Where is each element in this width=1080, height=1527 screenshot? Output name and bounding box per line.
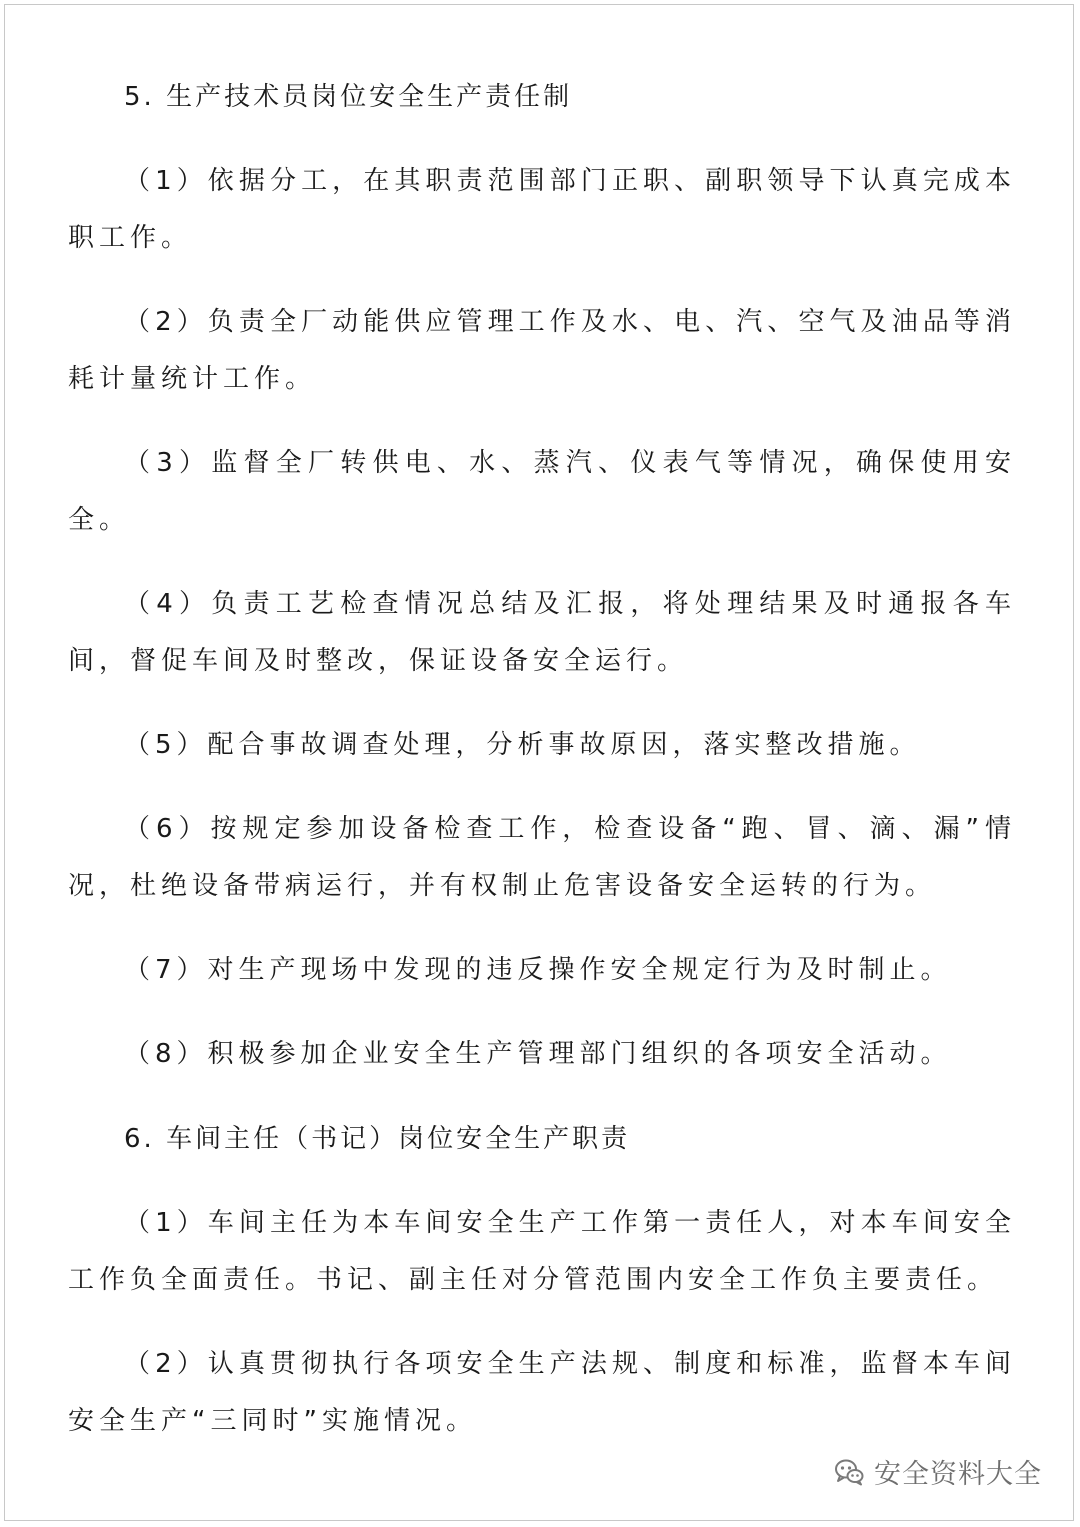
section-6 [68, 1110, 1016, 1450]
clause-item: （8）积极参加企业安全生产管理部门组织的各项安全活动。 [124, 1039, 952, 1069]
section-heading: 5. 生产技术员岗位安全生产责任制 [124, 82, 573, 112]
section-heading: 6. 车间主任（书记）岗位安全生产职责 [124, 1124, 631, 1154]
clause-item: （5）配合事故调查处理，分析事故原因，落实整改措施。 [124, 730, 921, 760]
wechat-icon [834, 1458, 864, 1486]
clause-item: （1）车间主任为本车间安全生产工作第一责任人，对本车间安全工作负全面责任。书记、副主任对分管范围内安全工作负主要责任。 [68, 1208, 1016, 1295]
clause-item: （3）监督全厂转供电、水、蒸汽、仪表气等情况，确保使用安全。 [68, 448, 1016, 535]
clause-item: （7）对生产现场中发现的违反操作安全规定行为及时制止。 [124, 955, 952, 985]
clause-item: （6）按规定参加设备检查工作，检查设备“跑、冒、滴、漏”情况，杜绝设备带病运行，并有权制止危害设备安全运转的行为。 [68, 814, 1016, 901]
watermark-text: 安全资料大全 [874, 1459, 1042, 1490]
section-5 [68, 68, 1016, 1083]
watermark [834, 1452, 1042, 1491]
clause-item: （2）负责全厂动能供应管理工作及水、电、汽、空气及油品等消耗计量统计工作。 [68, 307, 1016, 394]
clause-item: （2）认真贯彻执行各项安全生产法规、制度和标准，监督本车间安全生产“三同时”实施情况。 [68, 1349, 1016, 1436]
document-body [68, 68, 1016, 1477]
clause-item: （4）负责工艺检查情况总结及汇报，将处理结果及时通报各车间，督促车间及时整改，保证设备安全运行。 [68, 589, 1016, 676]
clause-item: （1）依据分工，在其职责范围部门正职、副职领导下认真完成本职工作。 [68, 166, 1016, 253]
